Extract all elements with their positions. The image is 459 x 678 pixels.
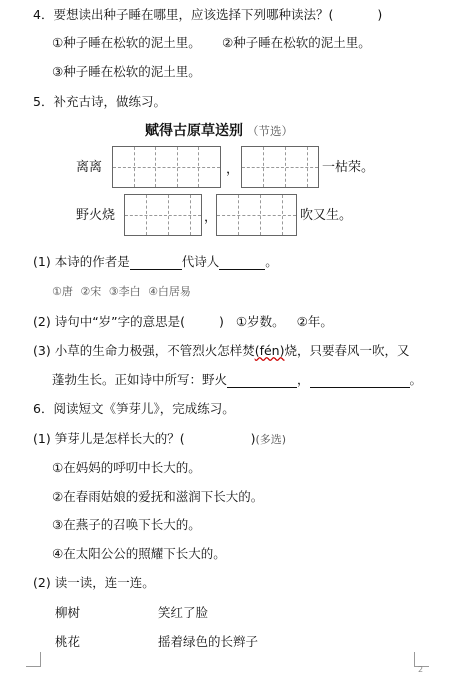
q5-sub3-line2-comma: ， bbox=[297, 372, 310, 387]
poem-line1-start: 离离 bbox=[76, 160, 103, 175]
q5-sub3-line1-a: 小草的生命力极强，不管烈火怎样焚 bbox=[54, 343, 255, 358]
poem-line1-comma: ， bbox=[226, 162, 240, 177]
crop-mark-left bbox=[26, 652, 41, 667]
q6-sub1 bbox=[33, 431, 286, 448]
q6-sub1-text: 笋芽儿是怎样长大的？( bbox=[54, 431, 185, 446]
poem-answer-blank-1[interactable] bbox=[227, 375, 297, 388]
q5-stem: 5．补充古诗，做练习。 bbox=[33, 94, 166, 109]
q6-sub1-label: (1) bbox=[33, 431, 51, 446]
q5-sub3-label: (3) bbox=[33, 343, 51, 358]
match-right-item[interactable]: 摇着绿色的长辫子 bbox=[158, 634, 259, 649]
poem-line1-grid-a[interactable] bbox=[112, 146, 221, 188]
pinyin-fen: (fén) bbox=[254, 343, 285, 358]
q6-sub2 bbox=[33, 575, 155, 591]
author-name-blank[interactable] bbox=[219, 257, 265, 270]
q4-option-3: ③种子睡在松软的泥土里。 bbox=[52, 64, 201, 79]
q5-sub3-line2-a: 蓬勃生长。正如诗中所写：野火 bbox=[52, 372, 228, 387]
poem-answer-blank-2[interactable] bbox=[310, 375, 410, 388]
q6-sub1-close: ) bbox=[250, 431, 256, 446]
poem-line2-grid-a[interactable] bbox=[124, 194, 202, 236]
page-number: 2 bbox=[418, 665, 424, 674]
q5-sub2-close: ) bbox=[219, 314, 224, 329]
q5-sub3-line2 bbox=[52, 372, 422, 388]
q5-sub3-line1 bbox=[33, 343, 410, 359]
q5-sub1-text-a: 本诗的作者是 bbox=[54, 254, 130, 269]
q5-sub2-label: (2) bbox=[33, 314, 51, 329]
q4-option-2: ②种子睡在松软的泥土里。 bbox=[222, 35, 371, 50]
q5-sub1-text-c: 。 bbox=[265, 254, 278, 269]
q5-sub1-choices: ①唐 ②宋 ③李白 ④白居易 bbox=[52, 285, 191, 298]
poem-line2-end: 吹又生。 bbox=[300, 208, 353, 223]
poem-note: （节选） bbox=[246, 124, 293, 138]
poem-line2-start: 野火烧 bbox=[76, 208, 116, 223]
match-left-item[interactable]: 柳树 bbox=[55, 605, 81, 620]
q5-sub3-line1-b: 烧，只要春风一吹，又 bbox=[284, 343, 410, 358]
q6-option-2: ②在春雨姑娘的爱抚和滋润下长大的。 bbox=[52, 489, 264, 504]
q6-sub2-label: (2) bbox=[33, 575, 51, 590]
q4-stem-text: 4．要想读出种子睡在哪里，应该选择下列哪种读法？( bbox=[33, 7, 334, 22]
match-right-item[interactable]: 笑红了脸 bbox=[158, 605, 209, 620]
q5-sub3-line2-end: 。 bbox=[409, 372, 423, 387]
poem-line1-grid-b[interactable] bbox=[241, 146, 319, 188]
q6-option-4: ④在太阳公公的照耀下长大的。 bbox=[52, 546, 226, 561]
match-left-item[interactable]: 桃花 bbox=[55, 634, 81, 649]
q4-stem bbox=[33, 7, 382, 23]
q5-sub1 bbox=[33, 254, 278, 270]
q5-sub2-opt2: ②年。 bbox=[296, 314, 333, 329]
q5-sub1-text-b: 代诗人 bbox=[181, 254, 220, 269]
q4-option-1: ①种子睡在松软的泥土里。 bbox=[52, 35, 201, 50]
author-dynasty-blank[interactable] bbox=[130, 257, 182, 270]
poem-title: 赋得古原草送别 bbox=[145, 123, 243, 139]
q4-answer-paren-close: ) bbox=[377, 7, 383, 22]
poem-line1-end: 一枯荣。 bbox=[322, 160, 375, 175]
poem-title-line bbox=[145, 123, 293, 139]
poem-line2-comma: ， bbox=[204, 210, 218, 225]
q6-stem: 6．阅读短文《笋芽儿》，完成练习。 bbox=[33, 401, 235, 416]
q5-sub1-label: (1) bbox=[33, 254, 51, 269]
poem-line2-grid-b[interactable] bbox=[216, 194, 297, 236]
q6-sub2-text: 读一读，连一连。 bbox=[54, 575, 155, 590]
q5-sub2-opt1: ①岁数。 bbox=[235, 314, 285, 329]
q5-sub2-text: 诗句中“岁”字的意思是( bbox=[54, 314, 186, 329]
q6-option-3: ③在燕子的召唤下长大的。 bbox=[52, 517, 201, 532]
q5-sub2 bbox=[33, 314, 333, 330]
q6-option-1: ①在妈妈的呼叨中长大的。 bbox=[52, 460, 201, 475]
q6-sub1-note: (多选) bbox=[255, 433, 287, 446]
